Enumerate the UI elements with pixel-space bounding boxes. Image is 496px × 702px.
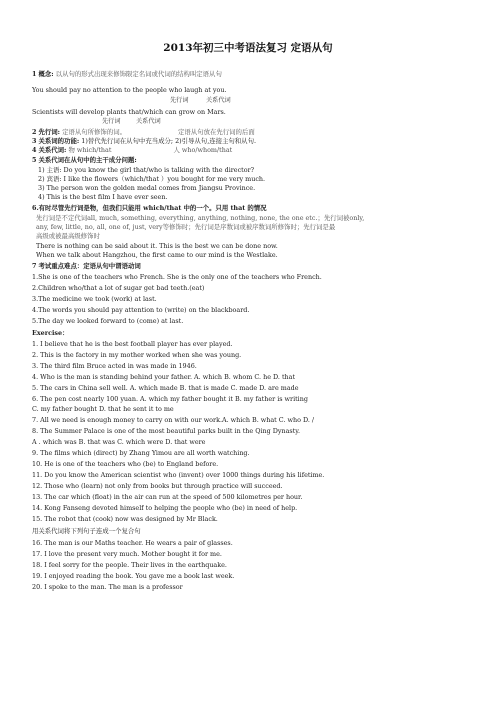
section-number: 3 bbox=[32, 137, 37, 145]
section-7 bbox=[32, 262, 141, 270]
list-item: 2.Children who/that a lot of sugar get bad teeth.(eat) bbox=[32, 284, 205, 292]
section-number: 5 bbox=[32, 156, 37, 164]
exercise-item: 7. All we need is enough money to carry on with our work.A. which B. what C. who D. / bbox=[32, 416, 315, 424]
section-text: 高级或被最高级修饰时 bbox=[36, 232, 100, 240]
section-heading: 关系代词: bbox=[38, 146, 67, 154]
section-number: 7 bbox=[32, 262, 37, 270]
section-heading: 考试重点难点：定语从句中谓语动词 bbox=[38, 262, 141, 270]
section-text: 先行词是不定代词all, much, something, everything, anything, nothing, none, the one etc.；先行词被only, bbox=[36, 214, 365, 222]
section-text: 1)替代先行词在从句中充当成分; 2)引导从句,连接主句和从句. bbox=[81, 137, 256, 145]
exercise-item: 12. Those who (learn) not only from books but through practice will succeed. bbox=[32, 482, 283, 490]
list-item: 4.The words you should pay attention to (write) on the blackboard. bbox=[32, 306, 250, 314]
exercise-item: 19. I enjoyed reading the book. You gave me a book last week. bbox=[32, 572, 235, 580]
exercise-item: 13. The car which (float) in the air can run at the speed of 500 kilometres per hour. bbox=[32, 493, 303, 501]
exercise-item: 4. Who is the man is standing behind your father. A. which B. whom C. he D. that bbox=[32, 373, 296, 381]
section-1 bbox=[32, 70, 222, 78]
exercise-item: 8. The Summer Palace is one of the most beautiful parks built in the Qing Dynasty. bbox=[32, 427, 301, 435]
page-title: 2013年初三中考语法复习 定语从句 bbox=[163, 42, 333, 54]
section-text: 定语从句所修饰的词。 bbox=[62, 128, 126, 136]
example-sentence-2: Scientists will develop plants that/which can grow on Mars. bbox=[32, 108, 226, 116]
section-5 bbox=[32, 156, 137, 164]
section-number: 6. bbox=[32, 204, 39, 212]
list-item: 4) This is the best film I have ever seen. bbox=[38, 193, 168, 201]
section-3 bbox=[32, 137, 256, 145]
example-sentence-1: You should pay no attention to the people who laugh at you. bbox=[32, 86, 227, 94]
section-heading: 概念: bbox=[38, 70, 54, 78]
section-2 bbox=[32, 128, 255, 136]
list-item: 5.The day we looked forward to (come) at last. bbox=[32, 317, 184, 325]
annotation-relative-pronoun: 关系代词 bbox=[136, 118, 161, 125]
section-text: 人 who/whom/that bbox=[173, 146, 233, 154]
list-item: 2) 宾语: I like the flowers（which/that ）you bought for me very much. bbox=[38, 175, 266, 183]
list-item: 1.She is one of the teachers who French. She is the only one of the teachers who French. bbox=[32, 273, 322, 281]
example-sentence: There is nothing can be said about it. This is the best we can be done now. bbox=[36, 242, 278, 250]
exercise-item: 18. I feel sorry for the people. Their lives in the earthquake. bbox=[32, 561, 227, 569]
exercise-options: A . which was B. that was C. which were D. that were bbox=[32, 438, 206, 446]
combine-heading: 用关系代词将下列句子连成一个复合句 bbox=[32, 527, 141, 535]
section-6 bbox=[32, 204, 267, 212]
section-number: 1 bbox=[32, 70, 37, 78]
annotation-antecedent: 先行词 bbox=[170, 97, 189, 104]
section-text: 物 which/that bbox=[68, 146, 112, 154]
section-number: 2 bbox=[32, 128, 37, 136]
annotation-relative-pronoun: 关系代词 bbox=[206, 97, 231, 104]
example-sentence: When we talk about Hangzhou, the first came to our mind is the Westlake. bbox=[36, 251, 278, 259]
exercise-item: 14. Kong Fanseng devoted himself to helping the people who (be) in need of help. bbox=[32, 504, 298, 512]
exercise-heading: Exercise： bbox=[32, 329, 69, 337]
exercise-item: 20. I spoke to the man. The man is a professor bbox=[32, 583, 183, 591]
section-heading: 先行词: bbox=[38, 128, 61, 136]
exercise-item: 2. This is the factory in my mother worked when she was young. bbox=[32, 351, 242, 359]
list-item: 1) 主语: Do you know the girl that/who is talking with the director? bbox=[38, 166, 255, 174]
section-heading: 有时尽管先行词是物，但我们只能用 which/that 中的一个。只用 that 的情况 bbox=[38, 204, 267, 212]
section-heading: 关系词的功能: bbox=[38, 137, 80, 145]
exercise-item: 16. The man is our Maths teacher. He wears a pair of glasses. bbox=[32, 539, 233, 547]
exercise-item: 5. The cars in China sell well. A. which made B. that is made C. made D. are made bbox=[32, 384, 299, 392]
exercise-item: 15. The robot that (cook) now was designed by Mr Black. bbox=[32, 515, 218, 523]
section-heading: 关系代词在从句中的主干成分问题: bbox=[38, 156, 137, 164]
exercise-item: C. my father bought D. that he sent it to me bbox=[32, 405, 174, 413]
section-text: 以从句的形式出现来修饰限定名词或代词的结构叫定语从句 bbox=[55, 70, 222, 78]
exercise-item: 1. I believe that he is the best football player has ever played. bbox=[32, 340, 233, 348]
exercise-item: 3. The third film Bruce acted in was made in 1946. bbox=[32, 362, 197, 370]
list-item: 3.The medicine we took (work) at last. bbox=[32, 295, 157, 303]
list-item: 3) The person won the golden medal comes from Jiangsu Province. bbox=[38, 184, 256, 192]
section-text: 定语从句放在先行词的后面 bbox=[178, 128, 255, 136]
section-number: 4 bbox=[32, 146, 37, 154]
exercise-item: 9. The films which (direct) by Zhang Yimou are all worth watching. bbox=[32, 449, 250, 457]
exercise-item: 10. He is one of the teachers who (be) to England before. bbox=[32, 460, 219, 468]
section-4 bbox=[32, 146, 232, 154]
exercise-item: 6. The pen cost nearly 100 yuan. A. which my father bought it B. my father is writing bbox=[32, 395, 308, 403]
exercise-item: 17. I love the present very much. Mother bought it for me. bbox=[32, 550, 222, 558]
section-text: any, few, little, no, all, one of, just, very等修饰时；先行词是序数词或被序数词所修饰时；先行词是最 bbox=[36, 223, 336, 231]
annotation-antecedent: 先行词 bbox=[102, 118, 121, 125]
exercise-item: 11. Do you know the American scientist who (invent) over 1000 things during his lifetime. bbox=[32, 471, 325, 479]
